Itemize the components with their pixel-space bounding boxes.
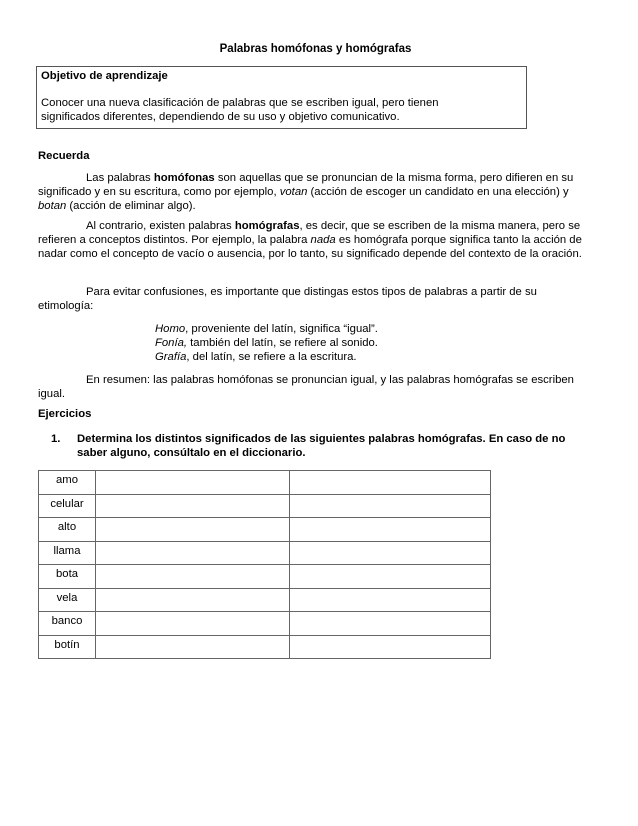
- table-row: [39, 612, 491, 636]
- objective-heading: Objetivo de aprendizaje: [41, 70, 168, 82]
- paragraph-etimologia: Para evitar confusiones, es importante que distingas estos tipos de palabras a partir de su etimología:: [38, 286, 537, 312]
- etymology-item: Fonía, también del latín, se refiere al sonido.: [155, 337, 378, 349]
- meaning-cell-1[interactable]: [96, 518, 290, 542]
- table-row: [39, 565, 491, 589]
- word-cell: celular: [39, 494, 96, 518]
- meaning-cell-2[interactable]: [290, 565, 491, 589]
- objective-text: Conocer una nueva clasificación de palabras que se escriben igual, pero tienen significados diferentes, dependiendo de su uso y objetivo comunicativo.: [41, 97, 439, 123]
- table-row: [39, 635, 491, 659]
- table-row: [39, 588, 491, 612]
- word-cell: amo: [39, 471, 96, 495]
- table-row: [39, 471, 491, 495]
- word-cell: vela: [39, 588, 96, 612]
- paragraph-resumen: En resumen: las palabras homófonas se pronuncian igual, y las palabras homógrafas se escriben igual.: [38, 374, 574, 400]
- meaning-cell-2[interactable]: [290, 541, 491, 565]
- meaning-cell-2[interactable]: [290, 518, 491, 542]
- meaning-cell-2[interactable]: [290, 588, 491, 612]
- word-cell: alto: [39, 518, 96, 542]
- meaning-cell-1[interactable]: [96, 471, 290, 495]
- word-cell: botín: [39, 635, 96, 659]
- word-cell: banco: [39, 612, 96, 636]
- table-row: [39, 494, 491, 518]
- page-title: Palabras homófonas y homógrafas: [219, 43, 412, 55]
- recuerda-heading: Recuerda: [38, 150, 90, 162]
- exercise-text: Determina los distintos significados de las siguientes palabras homógrafas. En caso de no saber alguno, consúltalo en el diccionario.: [77, 433, 566, 459]
- table-row: [39, 518, 491, 542]
- meaning-cell-1[interactable]: [96, 541, 290, 565]
- word-cell: bota: [39, 565, 96, 589]
- ejercicios-heading: Ejercicios: [38, 408, 92, 420]
- word-cell: llama: [39, 541, 96, 565]
- paragraph-homografas: Al contrario, existen palabras homógrafas, es decir, que se escriben de la misma manera, pero se refieren a conceptos distintos. Por ejemplo, la palabra nada es homógrafa porque significa tanto la acción de nadar como el concepto de vacío o ausencia, por lo tanto, su significado depende del contexto de la oración.: [38, 220, 582, 260]
- objective-box: [36, 66, 527, 129]
- meaning-cell-2[interactable]: [290, 612, 491, 636]
- homograph-table: [38, 470, 491, 659]
- meaning-cell-2[interactable]: [290, 635, 491, 659]
- etymology-list: [155, 322, 378, 364]
- paragraph-homofonas: Las palabras homófonas son aquellas que se pronuncian de la misma forma, pero difieren en su significado y en su escritura, como por ejemplo, votan (acción de escoger un candidato en una elección) y botan (acción de eliminar algo).: [38, 172, 574, 212]
- meaning-cell-1[interactable]: [96, 494, 290, 518]
- exercise-1: [51, 432, 591, 460]
- exercise-number: 1.: [51, 433, 61, 445]
- meaning-cell-2[interactable]: [290, 494, 491, 518]
- etymology-item: Homo, proveniente del latín, significa “igual”.: [155, 323, 378, 335]
- meaning-cell-1[interactable]: [96, 565, 290, 589]
- meaning-cell-1[interactable]: [96, 588, 290, 612]
- table-row: [39, 541, 491, 565]
- etymology-item: Grafía, del latín, se refiere a la escritura.: [155, 351, 357, 363]
- meaning-cell-1[interactable]: [96, 635, 290, 659]
- meaning-cell-2[interactable]: [290, 471, 491, 495]
- meaning-cell-1[interactable]: [96, 612, 290, 636]
